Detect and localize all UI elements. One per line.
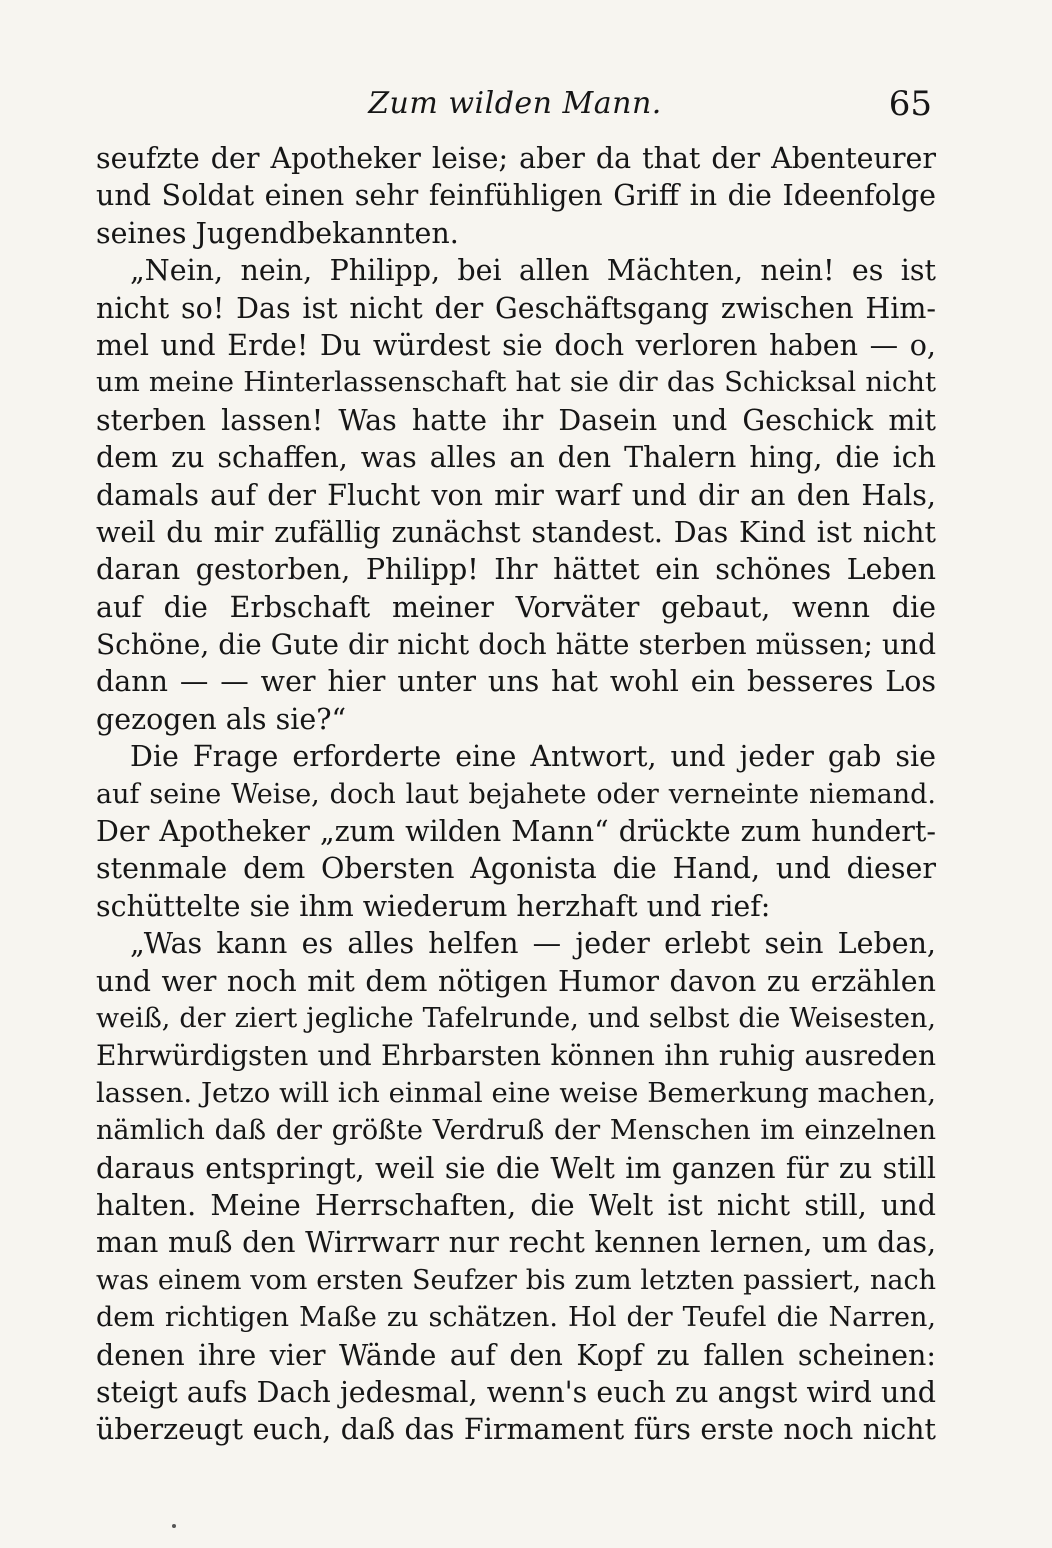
running-title: Zum wilden Mann.: [368, 86, 662, 121]
text-line: nicht so! Das ist nicht der Geschäftsgang zwischen Him-: [96, 291, 936, 325]
text-line: überzeugt euch, daß das Firmament fürs erste noch nicht: [96, 1413, 936, 1447]
text-line: daran gestorben, Philipp! Ihr hättet ein schönes Leben: [96, 553, 936, 587]
text-line: weiß, der ziert jegliche Tafelrunde, und selbst die Weisesten,: [96, 1002, 936, 1034]
text-line: dem zu schaffen, was alles an den Thalern hing, die ich: [96, 441, 936, 475]
text-line: seufzte der Apotheker leise; aber da that der Abenteurer: [96, 142, 936, 175]
text-line: nämlich daß der größte Verdruß der Menschen im einzelnen: [96, 1115, 936, 1147]
text-line: steigt aufs Dach jedesmal, wenn's euch zu angst wird und: [96, 1375, 936, 1409]
text-line: weil du mir zufällig zunächst standest. Das Kind ist nicht: [96, 515, 936, 549]
text-line: mel und Erde! Du würdest sie doch verloren haben — o,: [96, 328, 936, 362]
running-head: [90, 86, 940, 130]
text-line: auf seine Weise, doch laut bejahete oder verneinte niemand.: [96, 778, 936, 810]
ink-speck: [172, 1524, 176, 1528]
text-line: Schöne, die Gute dir nicht doch hätte sterben müssen; und: [96, 628, 936, 662]
text-line: dem richtigen Maße zu schätzen. Hol der Teufel die Narren,: [96, 1302, 936, 1334]
text-line: Ehrwürdigsten und Ehrbarsten können ihn ruhig ausreden: [96, 1039, 936, 1073]
text-line: Der Apotheker „zum wilden Mann“ drückte zum hundert-: [96, 815, 936, 849]
body-text: [96, 140, 936, 1449]
text-line: Die Frage erforderte eine Antwort, und jeder gab sie: [130, 740, 936, 774]
text-line: um meine Hinterlassenschaft hat sie dir das Schicksal nicht: [96, 366, 936, 399]
text-line: schüttelte sie ihm wiederum herzhaft und rief:: [96, 889, 771, 923]
text-line: sterben lassen! Was hatte ihr Dasein und Geschick mit: [96, 403, 936, 437]
text-line: und Soldat einen sehr feinfühligen Griff in die Ideenfolge: [96, 179, 936, 213]
text-line: seines Jugendbekannten.: [96, 216, 459, 250]
text-line: stenmale dem Obersten Agonista die Hand, und dieser: [96, 852, 936, 886]
page-number: 65: [888, 84, 932, 124]
text-line: damals auf der Flucht von mir warf und dir an den Hals,: [96, 478, 936, 512]
text-line: dann — — wer hier unter uns hat wohl ein besseres Los: [96, 665, 936, 699]
text-line: und wer noch mit dem nötigen Humor davon zu erzählen: [96, 964, 936, 998]
text-line: gezogen als sie?“: [96, 702, 347, 736]
text-line: daraus entspringt, weil sie die Welt im ganzen für zu still: [96, 1151, 936, 1185]
text-line: „Nein, nein, Philipp, bei allen Mächten, nein! es ist: [130, 254, 936, 288]
text-line: denen ihre vier Wände auf den Kopf zu fallen scheinen:: [96, 1338, 936, 1372]
text-line: man muß den Wirrwarr nur recht kennen lernen, um das,: [96, 1226, 936, 1260]
text-line: auf die Erbschaft meiner Vorväter gebaut, wenn die: [96, 590, 936, 624]
text-line: „Was kann es alles helfen — jeder erlebt sein Leben,: [130, 927, 936, 961]
text-line: was einem vom ersten Seufzer bis zum letzten passiert, nach: [96, 1264, 936, 1296]
text-line: halten. Meine Herrschaften, die Welt ist nicht still, und: [96, 1188, 936, 1222]
text-line: lassen. Jetzo will ich einmal eine weise Bemerkung machen,: [96, 1076, 936, 1109]
